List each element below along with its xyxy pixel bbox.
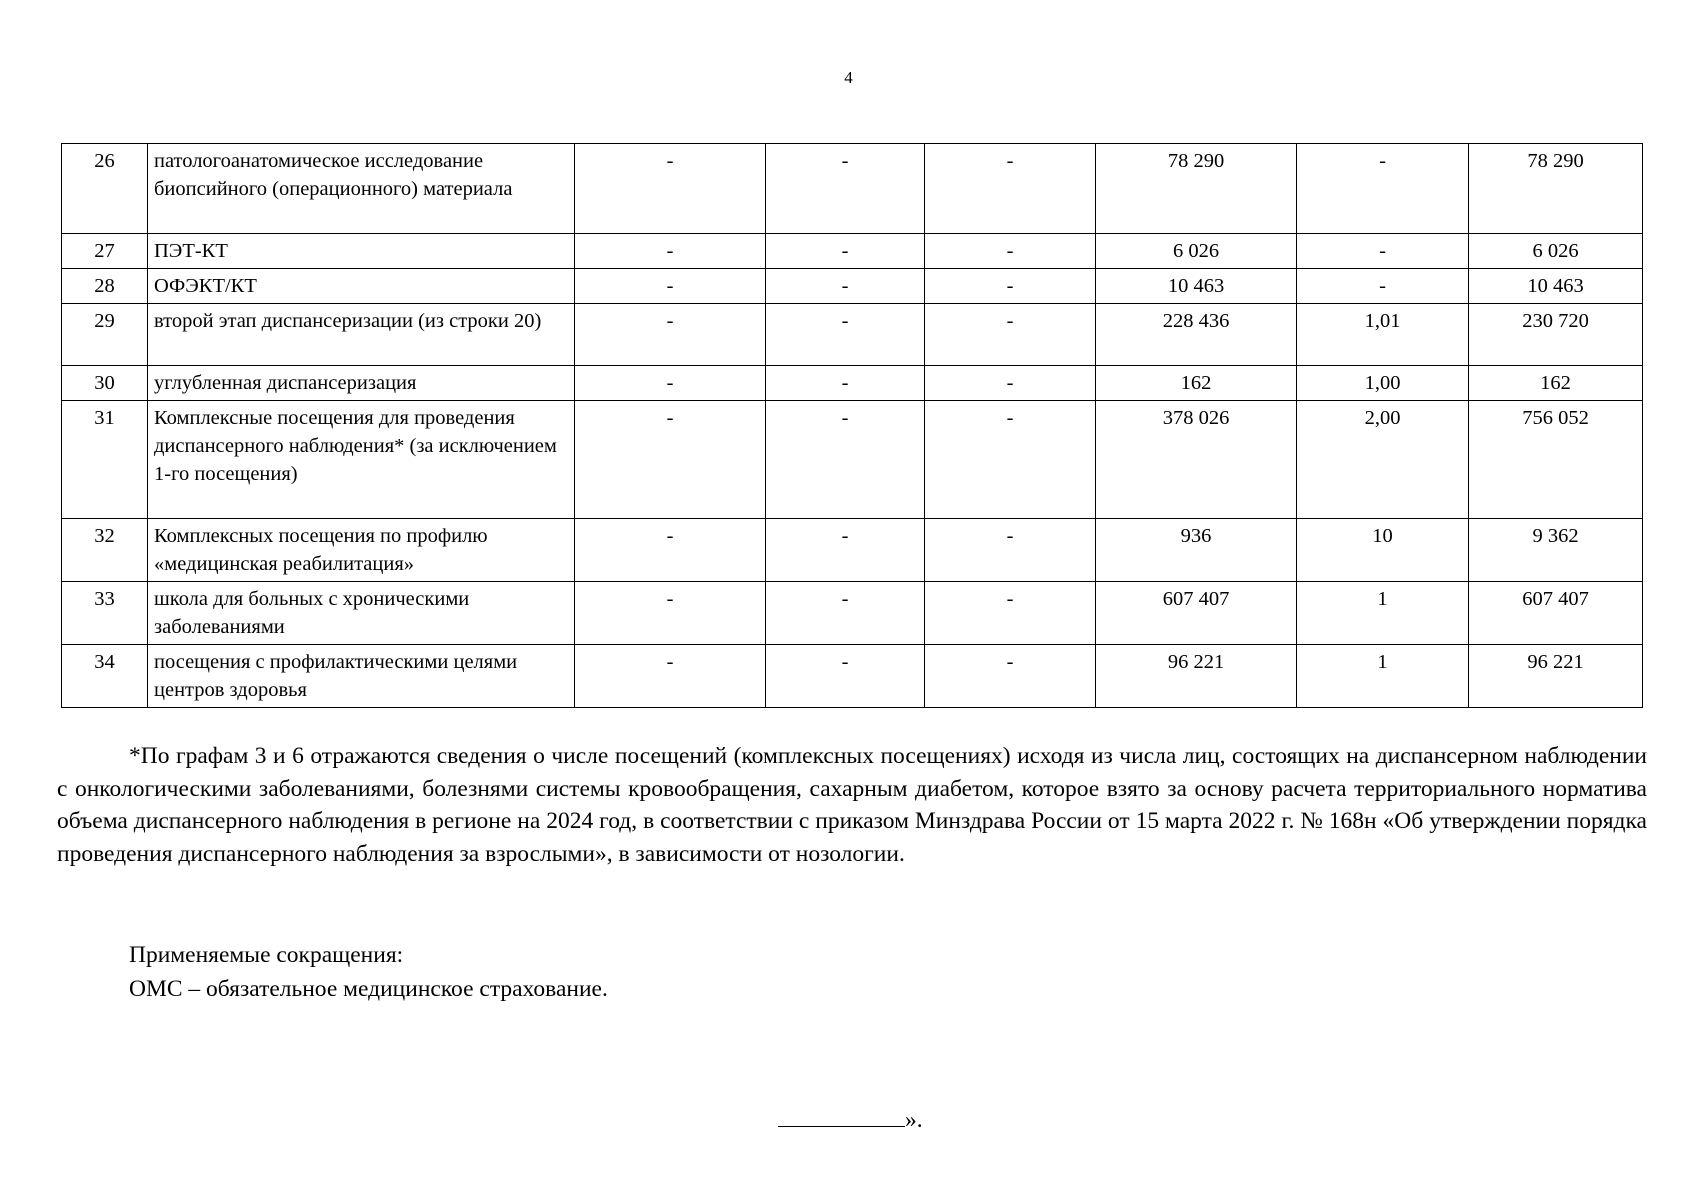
row-name: патологоанатомическое исследование биопсийного (операционного) материала	[148, 144, 575, 234]
cell-col5: -	[925, 582, 1096, 645]
cell-col8: 230 720	[1469, 304, 1643, 366]
cell-col6: 96 221	[1096, 645, 1297, 708]
row-name: школа для больных с хроническими заболеваниями	[148, 582, 575, 645]
row-number: 30	[62, 366, 148, 401]
cell-col7: 2,00	[1297, 401, 1469, 519]
cell-col3: -	[575, 582, 766, 645]
cell-col4: -	[766, 234, 925, 269]
abbreviations-block	[129, 938, 608, 1006]
cell-col4: -	[766, 144, 925, 234]
cell-col5: -	[925, 645, 1096, 708]
row-name: посещения с профилактическими целями центров здоровья	[148, 645, 575, 708]
table-row	[62, 366, 1643, 401]
table-row	[62, 304, 1643, 366]
abbreviation-oms: ОМС – обязательное медицинское страхование.	[129, 976, 608, 1002]
table-row	[62, 144, 1643, 234]
cell-col7: -	[1297, 144, 1469, 234]
cell-col7: 10	[1297, 519, 1469, 582]
cell-col3: -	[575, 645, 766, 708]
cell-col6: 228 436	[1096, 304, 1297, 366]
row-name: ОФЭКТ/КТ	[148, 269, 575, 304]
cell-col8: 756 052	[1469, 401, 1643, 519]
cell-col8: 162	[1469, 366, 1643, 401]
cell-col4: -	[766, 366, 925, 401]
signature-line	[778, 1104, 905, 1127]
row-number: 27	[62, 234, 148, 269]
table-body	[62, 144, 1643, 708]
cell-col8: 96 221	[1469, 645, 1643, 708]
data-table	[61, 143, 1643, 708]
cell-col4: -	[766, 582, 925, 645]
row-number: 32	[62, 519, 148, 582]
row-name: Комплексных посещения по профилю «медицинская реабилитация»	[148, 519, 575, 582]
row-number: 33	[62, 582, 148, 645]
cell-col5: -	[925, 234, 1096, 269]
cell-col4: -	[766, 519, 925, 582]
cell-col7: -	[1297, 269, 1469, 304]
row-number: 26	[62, 144, 148, 234]
cell-col6: 936	[1096, 519, 1297, 582]
table-row	[62, 645, 1643, 708]
cell-col4: -	[766, 304, 925, 366]
cell-col6: 6 026	[1096, 234, 1297, 269]
cell-col4: -	[766, 269, 925, 304]
cell-col5: -	[925, 304, 1096, 366]
closing-quote: ».	[905, 1107, 923, 1133]
cell-col8: 6 026	[1469, 234, 1643, 269]
row-number: 29	[62, 304, 148, 366]
cell-col3: -	[575, 366, 766, 401]
table-row	[62, 234, 1643, 269]
row-name: второй этап диспансеризации (из строки 20)	[148, 304, 575, 366]
cell-col5: -	[925, 269, 1096, 304]
row-name: углубленная диспансеризация	[148, 366, 575, 401]
cell-col4: -	[766, 401, 925, 519]
cell-col5: -	[925, 366, 1096, 401]
cell-col8: 607 407	[1469, 582, 1643, 645]
table-row	[62, 269, 1643, 304]
cell-col8: 78 290	[1469, 144, 1643, 234]
cell-col5: -	[925, 144, 1096, 234]
row-number: 31	[62, 401, 148, 519]
cell-col6: 162	[1096, 366, 1297, 401]
cell-col3: -	[575, 234, 766, 269]
cell-col7: -	[1297, 234, 1469, 269]
cell-col7: 1,01	[1297, 304, 1469, 366]
table-row	[62, 401, 1643, 519]
cell-col7: 1,00	[1297, 366, 1469, 401]
cell-col5: -	[925, 519, 1096, 582]
cell-col5: -	[925, 401, 1096, 519]
cell-col7: 1	[1297, 645, 1469, 708]
cell-col6: 378 026	[1096, 401, 1297, 519]
footnote: *По графам 3 и 6 отражаются сведения о числе посещений (комплексных посещениях) исходя из числа лиц, состоящих на диспансерном наблюдении с онкологическими заболеваниями, болезнями системы кровообращения, сахарным диабетом, которое взято за основу расчета территориального норматива объема диспансерного наблюдения в регионе на 2024 год, в соответствии с приказом Минздрава России от 15 марта 2022 г. № 168н «Об утверждении порядка проведения диспансерного наблюдения за взрослыми», в зависимости от нозологии.	[57, 743, 1647, 867]
cell-col4: -	[766, 645, 925, 708]
closing-mark	[778, 1104, 923, 1135]
row-name: ПЭТ-КТ	[148, 234, 575, 269]
cell-col3: -	[575, 401, 766, 519]
row-number: 34	[62, 645, 148, 708]
cell-col8: 9 362	[1469, 519, 1643, 582]
row-number: 28	[62, 269, 148, 304]
row-name: Комплексные посещения для проведения диспансерного наблюдения* (за исключением 1-го посещения)	[148, 401, 575, 519]
cell-col6: 10 463	[1096, 269, 1297, 304]
cell-col6: 607 407	[1096, 582, 1297, 645]
cell-col6: 78 290	[1096, 144, 1297, 234]
cell-col3: -	[575, 304, 766, 366]
cell-col8: 10 463	[1469, 269, 1643, 304]
cell-col3: -	[575, 519, 766, 582]
table-row	[62, 519, 1643, 582]
table-row	[62, 582, 1643, 645]
cell-col3: -	[575, 269, 766, 304]
page-number: 4	[844, 68, 853, 87]
cell-col3: -	[575, 144, 766, 234]
cell-col7: 1	[1297, 582, 1469, 645]
abbreviations-heading: Применяемые сокращения:	[129, 942, 404, 968]
